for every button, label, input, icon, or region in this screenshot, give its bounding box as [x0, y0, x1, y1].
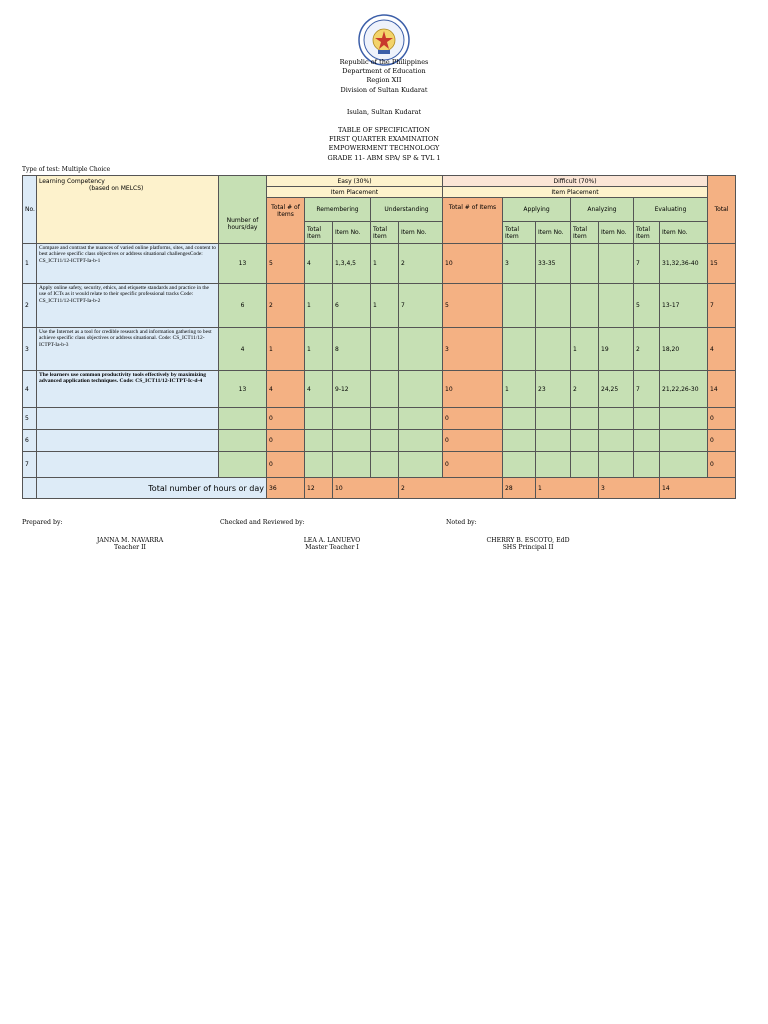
cell-rem-no: 8	[333, 328, 371, 371]
cell-no: 1	[23, 244, 37, 284]
cell-rem-total	[305, 430, 333, 452]
cell-ana-no	[599, 244, 634, 284]
cell-hours: 6	[219, 284, 267, 328]
cell-eva-no: 31,32,36-40	[660, 244, 708, 284]
cell-eva-total: 2	[634, 328, 660, 371]
table-row	[23, 284, 736, 328]
evaluating-header: Evaluating	[634, 198, 708, 222]
cell-ana-total	[571, 408, 599, 430]
header-block-2	[0, 126, 768, 163]
ana-total-item-header: Total Item	[571, 222, 599, 244]
cell-ana-total: 2	[571, 371, 599, 408]
difficult-header: Difficult (70%)	[443, 176, 708, 187]
cell-und-no: 2	[399, 244, 443, 284]
cell-no: 4	[23, 371, 37, 408]
checked-signatory	[292, 537, 372, 551]
cell-diff-total: 0	[443, 430, 503, 452]
analyzing-header: Analyzing	[571, 198, 634, 222]
cell-rem-total: 1	[305, 284, 333, 328]
cell-hours: 13	[219, 244, 267, 284]
cell-competency: Use the Internet as a tool for credible research and information gathering to best achieve specific class objectives or address situational. Code: CS_ICT11/12-ICTPT-Ia-b-3	[37, 328, 219, 371]
cell-app-no	[536, 408, 571, 430]
cell-eva-no: 18,20	[660, 328, 708, 371]
no-header: No.	[23, 176, 37, 244]
cell-rem-no: 6	[333, 284, 371, 328]
cell-und-total	[371, 371, 399, 408]
hours-header: Number of hours/day	[219, 176, 267, 244]
prepared-signatory	[92, 537, 168, 551]
checked-name: LEA A. LANUEVO	[303, 537, 361, 544]
cell-rem-total	[305, 408, 333, 430]
cell-no: 5	[23, 408, 37, 430]
cell-eva-no: 21,22,26-30	[660, 371, 708, 408]
totals-easy: 12	[305, 478, 333, 499]
header-block-1	[0, 58, 768, 95]
prepared-title: Teacher II	[114, 544, 146, 551]
cell-total: 0	[708, 430, 736, 452]
cell-hours	[219, 408, 267, 430]
header-region: Region XII	[366, 76, 402, 85]
cell-eva-total	[634, 430, 660, 452]
table-row	[23, 328, 736, 371]
cell-app-no	[536, 430, 571, 452]
cell-ana-total	[571, 430, 599, 452]
checked-label: Checked and Reviewed by:	[220, 519, 305, 526]
cell-total: 0	[708, 408, 736, 430]
cell-und-no	[399, 371, 443, 408]
cell-ana-total	[571, 452, 599, 478]
cell-total: 7	[708, 284, 736, 328]
cell-total: 0	[708, 452, 736, 478]
cell-easy-total: 1	[267, 328, 305, 371]
cell-competency: Compare and contrast the nuances of varied online platforms, sites, and content to best achieve specific class objectives or address situational challengesCode: CS_ICT11/12-ICTPT-Ia-b-1	[37, 244, 219, 284]
totals-applying: 1	[536, 478, 599, 499]
cell-diff-total: 3	[443, 328, 503, 371]
app-total-item-header: Total Item	[503, 222, 536, 244]
cell-ana-total	[571, 244, 599, 284]
cell-hours: 4	[219, 328, 267, 371]
cell-total: 15	[708, 244, 736, 284]
cell-rem-total: 4	[305, 244, 333, 284]
cell-und-no	[399, 430, 443, 452]
specification-table	[22, 175, 736, 499]
understanding-header: Understanding	[371, 198, 443, 222]
header-division: Division of Sultan Kudarat	[340, 85, 428, 94]
checked-title: Master Teacher I	[305, 544, 359, 551]
prepared-label: Prepared by:	[22, 519, 63, 526]
table-row	[23, 371, 736, 408]
rem-item-no-header: Item No.	[333, 222, 371, 244]
cell-app-no	[536, 328, 571, 371]
cell-competency	[37, 452, 219, 478]
cell-no: 3	[23, 328, 37, 371]
cell-und-no	[399, 408, 443, 430]
und-item-no-header: Item No.	[399, 222, 443, 244]
table-row	[23, 408, 736, 430]
rem-total-item-header: Total Item	[305, 222, 333, 244]
cell-easy-total: 0	[267, 452, 305, 478]
totals-row	[23, 478, 736, 499]
competency-header-sublabel: (based on MELCS)	[89, 185, 144, 192]
totals-label: Total number of hours or day	[37, 478, 267, 499]
header-republic: Republic of the Philippines	[339, 58, 429, 66]
cell-eva-total: 5	[634, 284, 660, 328]
noted-name: CHERRY B. ESCOTO, EdD	[486, 537, 570, 544]
cell-app-total: 3	[503, 244, 536, 284]
doc-title: TABLE OF SPECIFICATION	[338, 126, 430, 134]
cell-app-total	[503, 430, 536, 452]
cell-und-no	[399, 328, 443, 371]
cell-app-no	[536, 452, 571, 478]
cell-hours	[219, 452, 267, 478]
subject-title: EMPOWERMENT TECHNOLOGY	[328, 144, 440, 153]
easy-total-items-header: Total # of Items	[267, 198, 305, 244]
cell-ana-no	[599, 452, 634, 478]
cell-rem-no	[333, 430, 371, 452]
totals-remembering: 10	[333, 478, 399, 499]
cell-diff-total: 10	[443, 244, 503, 284]
cell-eva-total	[634, 452, 660, 478]
cell-eva-no	[660, 408, 708, 430]
cell-diff-total: 10	[443, 371, 503, 408]
cell-no: 2	[23, 284, 37, 328]
competency-header	[37, 176, 219, 244]
cell-rem-no: 1,3,4,5	[333, 244, 371, 284]
cell-easy-total: 0	[267, 408, 305, 430]
difficult-total-items-header: Total # of Items	[443, 198, 503, 244]
cell-ana-total	[571, 284, 599, 328]
cell-app-total: 1	[503, 371, 536, 408]
cell-rem-no: 9-12	[333, 371, 371, 408]
cell-app-total	[503, 328, 536, 371]
header-location: Isulan, Sultan Kudarat	[346, 108, 422, 116]
cell-und-total	[371, 452, 399, 478]
table-row	[23, 244, 736, 284]
totals-no-cell	[23, 478, 37, 499]
cell-und-total	[371, 430, 399, 452]
noted-title: SHS Principal II	[502, 544, 554, 551]
noted-label: Noted by:	[446, 519, 477, 526]
cell-total: 14	[708, 371, 736, 408]
cell-ana-no	[599, 430, 634, 452]
cell-easy-total: 5	[267, 244, 305, 284]
cell-easy-total: 4	[267, 371, 305, 408]
cell-app-total	[503, 408, 536, 430]
eva-total-item-header: Total Item	[634, 222, 660, 244]
cell-easy-total: 2	[267, 284, 305, 328]
cell-eva-total	[634, 408, 660, 430]
cell-eva-no: 13-17	[660, 284, 708, 328]
cell-rem-total	[305, 452, 333, 478]
totals-analyzing: 3	[599, 478, 660, 499]
type-of-test: Type of test: Multiple Choice	[22, 166, 111, 173]
totals-difficult: 28	[503, 478, 536, 499]
cell-competency	[37, 408, 219, 430]
eva-item-no-header: Item No.	[660, 222, 708, 244]
cell-eva-no	[660, 430, 708, 452]
cell-ana-no	[599, 408, 634, 430]
app-item-no-header: Item No.	[536, 222, 571, 244]
grade-title: GRADE 11- ABM SPA/ SP & TVL 1	[327, 153, 441, 162]
competency-header-label: Learning Competency	[39, 178, 105, 185]
header-department: Department of Education	[342, 67, 426, 76]
und-total-item-header: Total Item	[371, 222, 399, 244]
cell-eva-total: 7	[634, 371, 660, 408]
exam-title: FIRST QUARTER EXAMINATION	[329, 135, 439, 144]
cell-und-no	[399, 452, 443, 478]
cell-app-total	[503, 284, 536, 328]
applying-header: Applying	[503, 198, 571, 222]
cell-eva-total: 7	[634, 244, 660, 284]
cell-no: 7	[23, 452, 37, 478]
cell-ana-no: 24,25	[599, 371, 634, 408]
cell-und-total: 1	[371, 284, 399, 328]
cell-ana-no: 19	[599, 328, 634, 371]
difficult-placement-header: Item Placement	[443, 187, 708, 198]
cell-diff-total: 0	[443, 408, 503, 430]
cell-und-no: 7	[399, 284, 443, 328]
prepared-name: JANNA M. NAVARRA	[96, 537, 164, 544]
cell-app-no: 33-35	[536, 244, 571, 284]
cell-rem-total: 1	[305, 328, 333, 371]
cell-rem-total: 4	[305, 371, 333, 408]
cell-competency: The learners use common productivity tools effectively by maximizing advanced application techniques. Code: CS_ICT11/12-ICTPT-Ic-d-4	[37, 371, 219, 408]
cell-diff-total: 5	[443, 284, 503, 328]
table-row	[23, 452, 736, 478]
cell-eva-no	[660, 452, 708, 478]
cell-und-total	[371, 328, 399, 371]
easy-placement-header: Item Placement	[267, 187, 443, 198]
totals-evaluating: 14	[660, 478, 736, 499]
cell-total: 4	[708, 328, 736, 371]
cell-hours	[219, 430, 267, 452]
cell-ana-no	[599, 284, 634, 328]
table-row	[23, 430, 736, 452]
cell-app-no: 23	[536, 371, 571, 408]
cell-ana-total: 1	[571, 328, 599, 371]
cell-easy-total: 0	[267, 430, 305, 452]
cell-app-total	[503, 452, 536, 478]
cell-diff-total: 0	[443, 452, 503, 478]
cell-und-total: 1	[371, 244, 399, 284]
cell-hours: 13	[219, 371, 267, 408]
cell-competency: Apply online safety, security, ethics, and etiquette standards and practice in the use of ICTs as it would relate to their specific professional tracks Code: CS_ICT11/12-ICTPT-Ia-b-2	[37, 284, 219, 328]
noted-signatory	[478, 537, 578, 551]
cell-no: 6	[23, 430, 37, 452]
remembering-header: Remembering	[305, 198, 371, 222]
totals-hours: 36	[267, 478, 305, 499]
total-header: Total	[708, 176, 736, 244]
cell-competency	[37, 430, 219, 452]
totals-understanding: 2	[399, 478, 503, 499]
cell-rem-no	[333, 452, 371, 478]
ana-item-no-header: Item No.	[599, 222, 634, 244]
easy-header: Easy (30%)	[267, 176, 443, 187]
cell-app-no	[536, 284, 571, 328]
cell-rem-no	[333, 408, 371, 430]
cell-und-total	[371, 408, 399, 430]
